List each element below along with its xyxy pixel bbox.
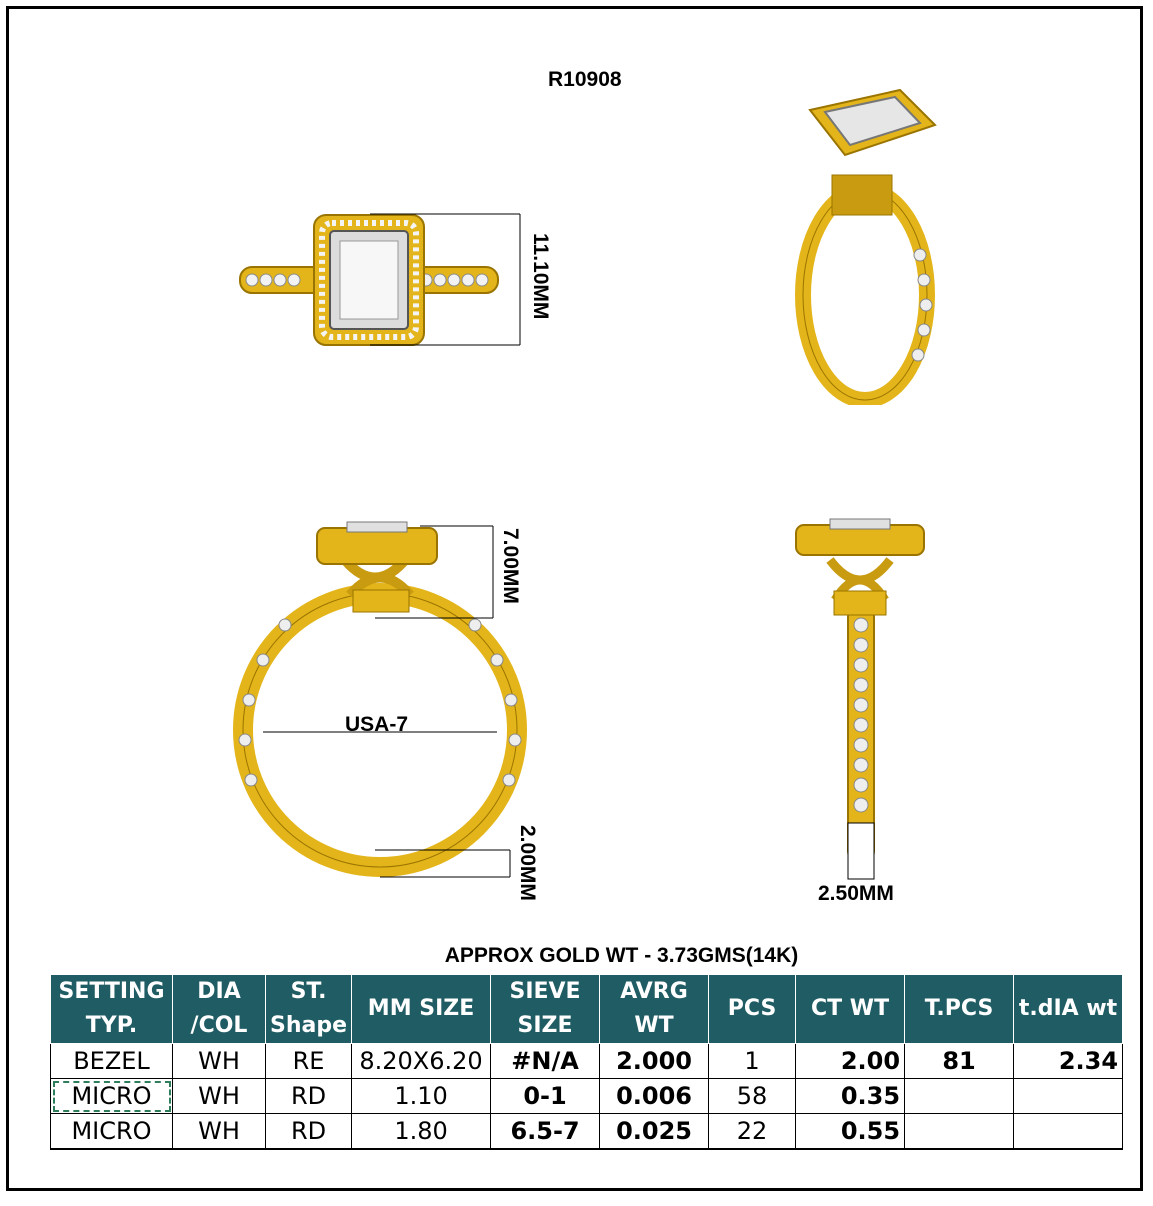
end-view-drawing: [790, 515, 930, 880]
col-avg-wt: AVRG WT: [600, 975, 709, 1044]
table-cell: 58: [709, 1079, 796, 1114]
table-cell[interactable]: MICRO: [51, 1079, 173, 1114]
col-setting-type: SETTING TYP.: [51, 975, 173, 1044]
table-cell: 1: [709, 1044, 796, 1079]
table-cell: WH: [173, 1114, 266, 1150]
col-dia-col: DIA /COL: [173, 975, 266, 1044]
side-view-drawing: [225, 520, 535, 880]
table-cell: 1.10: [352, 1079, 491, 1114]
ring-size-label: USA-7: [345, 713, 409, 736]
height-dimension: 7.00MM: [499, 528, 522, 604]
design-number: R10908: [548, 68, 622, 91]
col-mm-size: MM SIZE: [352, 975, 491, 1044]
table-cell: 0.35: [796, 1079, 905, 1114]
table-row: [51, 1044, 1123, 1079]
table-cell: [905, 1114, 1014, 1150]
perspective-view-drawing: [770, 85, 950, 405]
table-cell: WH: [173, 1044, 266, 1079]
stone-spec-table: [50, 974, 1123, 1150]
table-cell: RE: [266, 1044, 352, 1079]
table-cell: [1014, 1114, 1123, 1150]
table-cell: [1014, 1079, 1123, 1114]
table-cell: BEZEL: [51, 1044, 173, 1079]
table-row: [51, 1114, 1123, 1150]
table-cell: 0.025: [600, 1114, 709, 1150]
table-cell: 0.55: [796, 1114, 905, 1150]
table-cell: WH: [173, 1079, 266, 1114]
table-cell: 1.80: [352, 1114, 491, 1150]
top-view-drawing: [230, 205, 570, 355]
table-cell: [905, 1079, 1014, 1114]
col-total-dia-wt: t.dIA wt: [1014, 975, 1123, 1044]
col-stone-shape: ST. Shape: [266, 975, 352, 1044]
table-cell: RD: [266, 1114, 352, 1150]
col-ct-wt: CT WT: [796, 975, 905, 1044]
table-cell: 0-1: [491, 1079, 600, 1114]
table-cell: RD: [266, 1079, 352, 1114]
table-cell: 2.000: [600, 1044, 709, 1079]
table-cell: 2.00: [796, 1044, 905, 1079]
band-width-dimension: 2.50MM: [818, 882, 894, 905]
table-cell: 2.34: [1014, 1044, 1123, 1079]
table-cell: 6.5-7: [491, 1114, 600, 1150]
col-total-pcs: T.PCS: [905, 975, 1014, 1044]
col-pcs: PCS: [709, 975, 796, 1044]
table-cell: 81: [905, 1044, 1014, 1079]
table-cell: MICRO: [51, 1114, 173, 1150]
table-cell: 22: [709, 1114, 796, 1150]
table-cell: 8.20X6.20: [352, 1044, 491, 1079]
table-cell: #N/A: [491, 1044, 600, 1079]
band-height-dimension: 2.00MM: [516, 825, 539, 901]
length-dimension: 11.10MM: [529, 233, 552, 320]
col-sieve-size: SIEVE SIZE: [491, 975, 600, 1044]
table-cell: 0.006: [600, 1079, 709, 1114]
table-row: [51, 1079, 1123, 1114]
gold-weight: APPROX GOLD WT - 3.73GMS(14K): [444, 944, 799, 967]
